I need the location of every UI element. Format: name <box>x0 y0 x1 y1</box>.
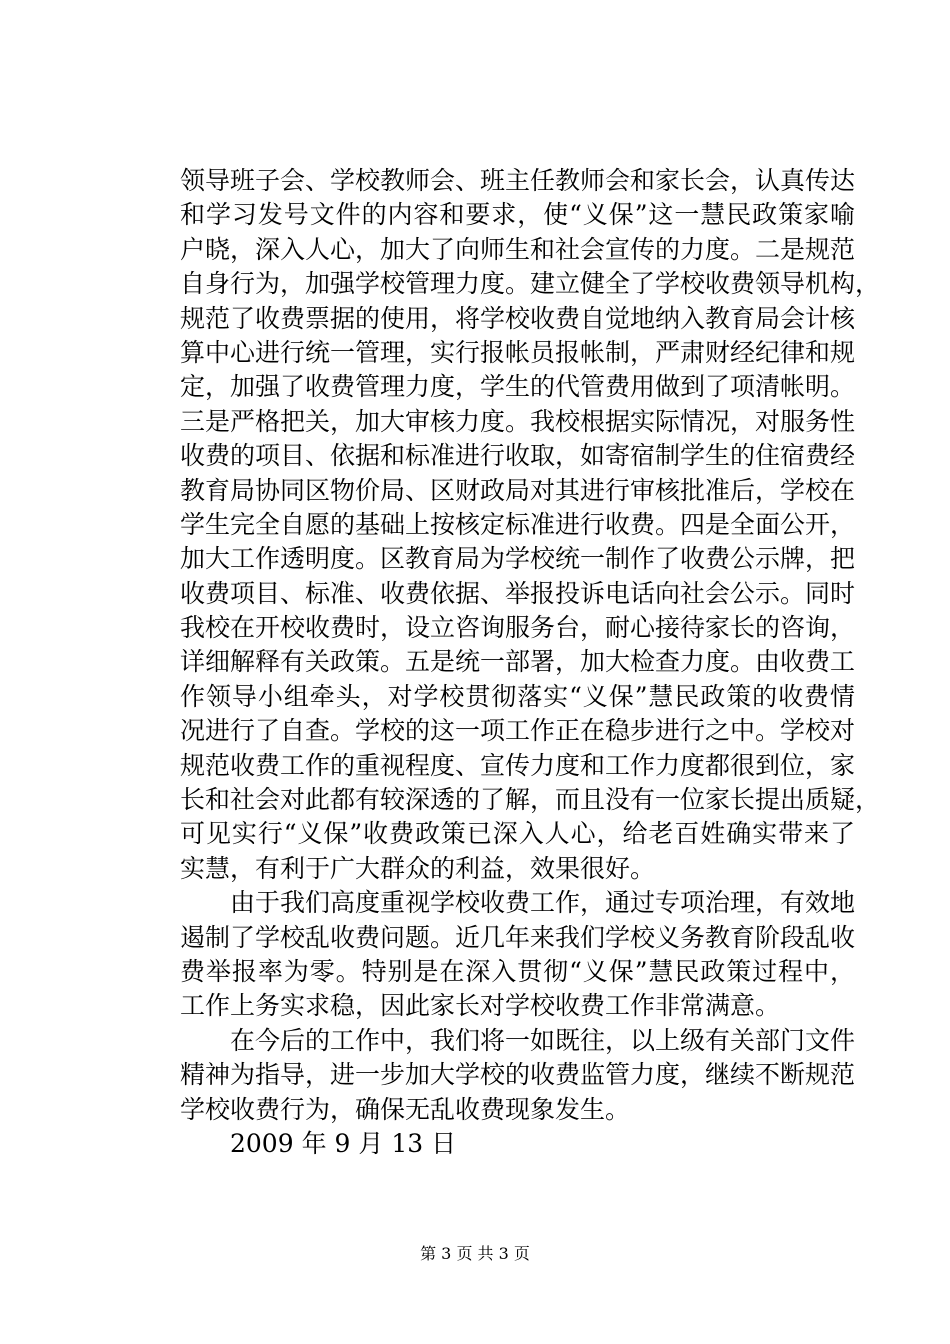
text-line: 规范收费工作的重视程度、宣传力度和工作力度都很到位，家 <box>180 750 856 780</box>
text-line: 长和社会对此都有较深透的了解，而且没有一位家长提出质疑， <box>180 785 881 815</box>
text-line: 详细解释有关政策。五是统一部署，加大检查力度。由收费工 <box>180 647 856 677</box>
text-line: 精神为指导，进一步加大学校的收费监管力度，继续不断规范 <box>180 1060 856 1090</box>
document-body <box>180 164 881 1161</box>
page-footer: 第 3 页 共 3 页 <box>420 1244 530 1263</box>
text-line: 加大工作透明度。区教育局为学校统一制作了收费公示牌，把 <box>180 544 856 574</box>
text-line: 三是严格把关，加大审核力度。我校根据实际情况，对服务性 <box>180 406 856 436</box>
text-line: 领导班子会、学校教师会、班主任教师会和家长会，认真传达 <box>180 166 856 195</box>
text-line: 况进行了自查。学校的这一项工作正在稳步进行之中。学校对 <box>180 716 856 746</box>
paragraph <box>180 1024 855 1127</box>
paragraph <box>180 1127 855 1161</box>
text-line: 和学习发号文件的内容和要求，使“义保”这一慧民政策家喻 <box>180 200 855 230</box>
text-line: 学生完全自愿的基础上按核定标准进行收费。四是全面公开， <box>180 509 856 539</box>
paragraph <box>180 164 881 886</box>
text-line: 由于我们高度重视学校收费工作，通过专项治理，有效地 <box>180 888 856 918</box>
text-line: 作领导小组牵头，对学校贯彻落实“义保”慧民政策的收费情 <box>180 681 855 711</box>
text-line: 户晓，深入人心，加大了向师生和社会宣传的力度。二是规范 <box>180 234 856 264</box>
text-line: 2009 年 9 月 13 日 <box>180 1128 457 1158</box>
text-line: 费举报率为零。特别是在深入贯彻“义保”慧民政策过程中， <box>180 956 855 986</box>
text-line: 算中心进行统一管理，实行报帐员报帐制，严肃财经纪律和规 <box>180 337 856 367</box>
text-line: 收费的项目、依据和标准进行收取，如寄宿制学生的住宿费经 <box>180 441 856 471</box>
text-line: 学校收费行为，确保无乱收费现象发生。 <box>180 1094 631 1124</box>
text-line: 工作上务实求稳，因此家长对学校收费工作非常满意。 <box>180 991 781 1021</box>
paragraph <box>180 886 855 1024</box>
text-line: 可见实行“义保”收费政策已深入人心，给老百姓确实带来了 <box>180 819 855 849</box>
text-line: 收费项目、标准、收费依据、举报投诉电话向社会公示。同时 <box>180 578 856 608</box>
text-line: 规范了收费票据的使用，将学校收费自觉地纳入教育局会计核 <box>180 303 856 333</box>
text-line: 教育局协同区物价局、区财政局对其进行审核批准后，学校在 <box>180 475 856 505</box>
text-line: 自身行为，加强学校管理力度。建立健全了学校收费领导机构， <box>180 269 881 299</box>
text-line: 我校在开校收费时，设立咨询服务台，耐心接待家长的咨询， <box>180 613 856 643</box>
text-line: 实慧，有利于广大群众的利益，效果很好。 <box>180 853 656 883</box>
text-line: 定，加强了收费管理力度，学生的代管费用做到了项清帐明。 <box>180 372 856 402</box>
text-line: 在今后的工作中，我们将一如既往，以上级有关部门文件 <box>180 1025 856 1055</box>
text-line: 遏制了学校乱收费问题。近几年来我们学校义务教育阶段乱收 <box>180 922 856 952</box>
